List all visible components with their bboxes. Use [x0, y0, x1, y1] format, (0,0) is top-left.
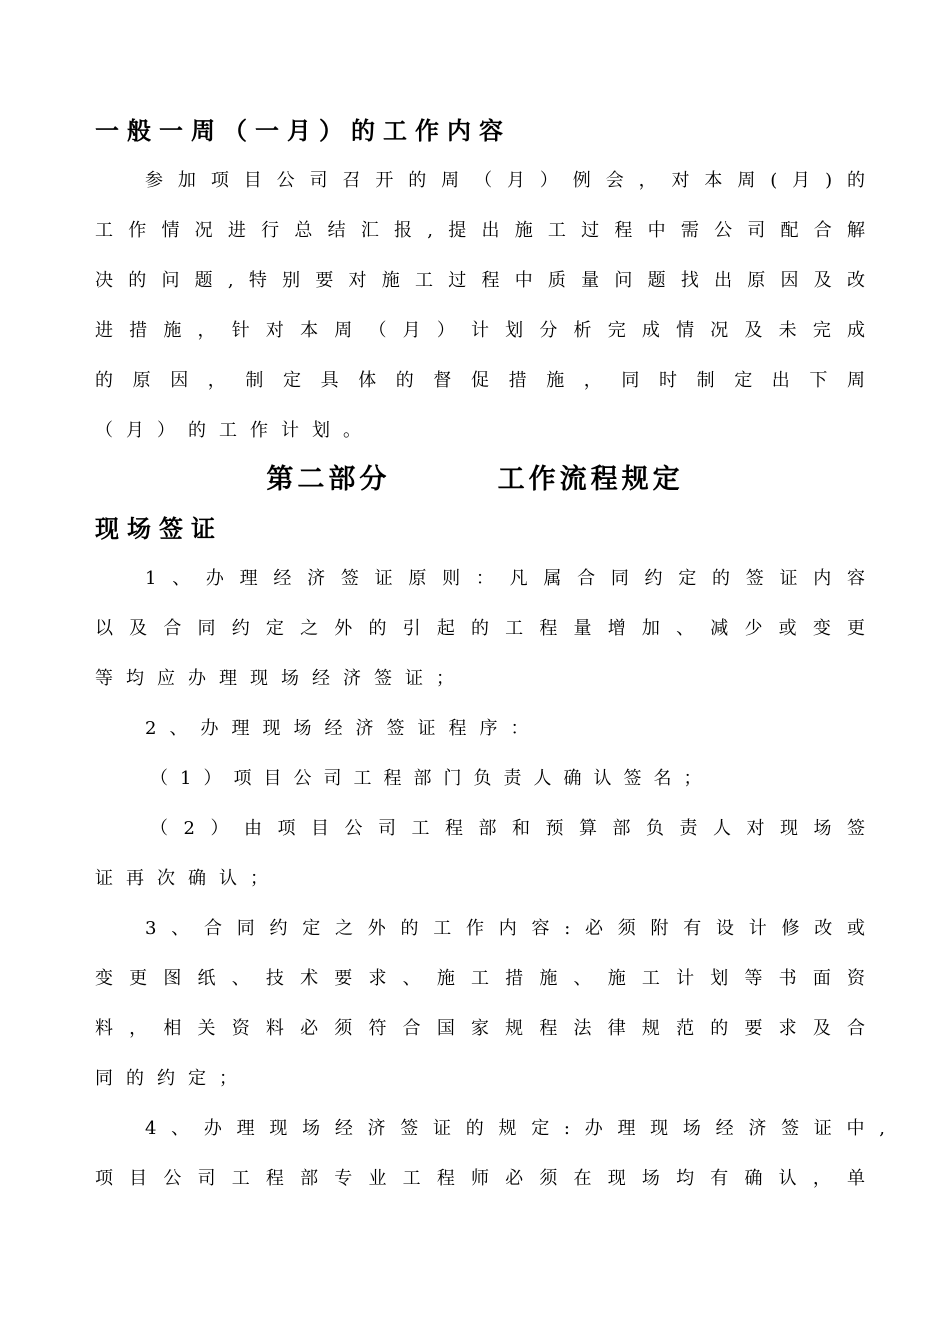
paragraph-line: 同的约定； — [95, 1068, 250, 1089]
paragraph-line: 项目公司工程部专业工程师必须在现场均有确认，单 — [95, 1168, 865, 1189]
section-heading-weekly-work: 一般一周（一月）的工作内容 — [95, 116, 511, 145]
paragraph-line: 2、办理现场经济签证程序： — [145, 718, 542, 739]
paragraph-line: 料，相关资料必须符合国家规程法律规范的要求及合 — [95, 1018, 865, 1039]
paragraph-line: 证再次确认； — [95, 868, 281, 889]
part-title: 第二部分 工作流程规定 — [266, 464, 684, 495]
paragraph-line: 的原因，制定具体的督促措施，同时制定出下周 — [95, 370, 865, 391]
section-heading-site-visa: 现场签证 — [95, 514, 223, 543]
paragraph-line: 进措施，针对本周（月）计划分析完成情况及未完成 — [95, 320, 865, 341]
paragraph-line: 决的问题,特别要对施工过程中质量问题找出原因及改 — [95, 270, 865, 291]
paragraph-line: 3、合同约定之外的工作内容:必须附有设计修改或 — [145, 918, 865, 939]
paragraph-line: 4、办理现场经济签证的规定:办理现场经济签证中, — [145, 1118, 885, 1139]
paragraph-line: （1）项目公司工程部门负责人确认签名； — [150, 768, 714, 789]
paragraph-line: （月）的工作计划。 — [95, 420, 374, 441]
paragraph-line: 变更图纸、技术要求、施工措施、施工计划等书面资 — [95, 968, 865, 989]
paragraph-line: 等均应办理现场经济签证； — [95, 668, 467, 689]
paragraph-line: 工作情况进行总结汇报,提出施工过程中需公司配合解 — [95, 220, 865, 241]
paragraph-line: 1、办理经济签证原则：凡属合同约定的签证内容 — [145, 568, 865, 589]
paragraph-line: （2）由项目公司工程部和预算部负责人对现场签 — [150, 818, 865, 839]
paragraph-line: 以及合同约定之外的引起的工程量增加、减少或变更 — [95, 618, 865, 639]
paragraph-line: 参加项目公司召开的周（月）例会，对本周(月)的 — [145, 170, 865, 191]
